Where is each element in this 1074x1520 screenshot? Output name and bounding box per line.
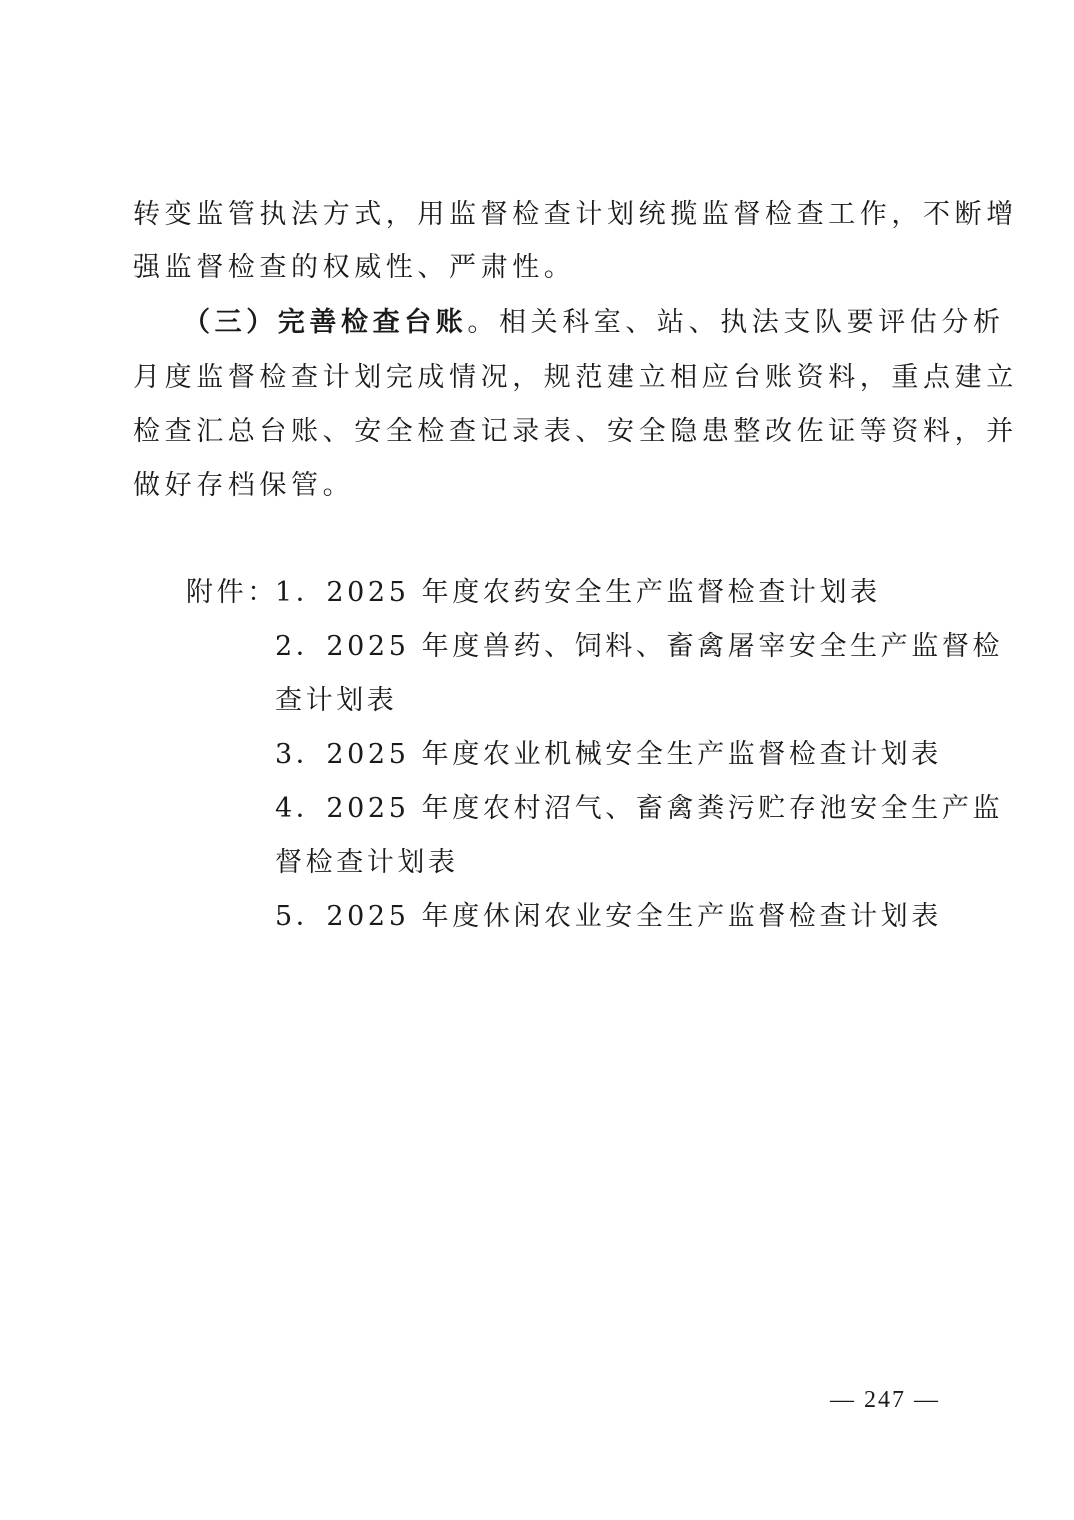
paragraph-line: 检查汇总台账、安全检查记录表、安全隐患整改佐证等资料，并	[133, 416, 1018, 447]
attachment-item-continuation: 督检查计划表	[275, 847, 459, 878]
paragraph-line	[183, 303, 1005, 343]
paragraph-line: 月度监督检查计划完成情况，规范建立相应台账资料，重点建立	[133, 362, 1018, 393]
paragraph-line: 做好存档保管。	[133, 470, 355, 501]
paragraph-line: 转变监管执法方式，用监督检查计划统揽监督检查工作，不断增	[133, 199, 1018, 230]
attachment-item: 3．2025 年度农业机械安全生产监督检查计划表	[275, 739, 942, 770]
paragraph-text: 。相关科室、站、执法支队要评估分析	[467, 307, 1005, 338]
attachment-item: 2．2025 年度兽药、饲料、畜禽屠宰安全生产监督检	[275, 631, 1004, 662]
section-heading: （三）完善检查台账	[183, 307, 468, 338]
paragraph-line: 强监督检查的权威性、严肃性。	[133, 252, 576, 283]
page-number: — 247 —	[830, 1387, 940, 1413]
attachment-item: 5．2025 年度休闲农业安全生产监督检查计划表	[275, 901, 942, 932]
attachment-item: 4．2025 年度农村沼气、畜禽粪污贮存池安全生产监	[275, 793, 1004, 824]
attachment-item-continuation: 查计划表	[275, 685, 398, 716]
attachment-item: 1．2025 年度农药安全生产监督检查计划表	[275, 577, 881, 608]
attachments-label: 附件：	[186, 577, 278, 608]
